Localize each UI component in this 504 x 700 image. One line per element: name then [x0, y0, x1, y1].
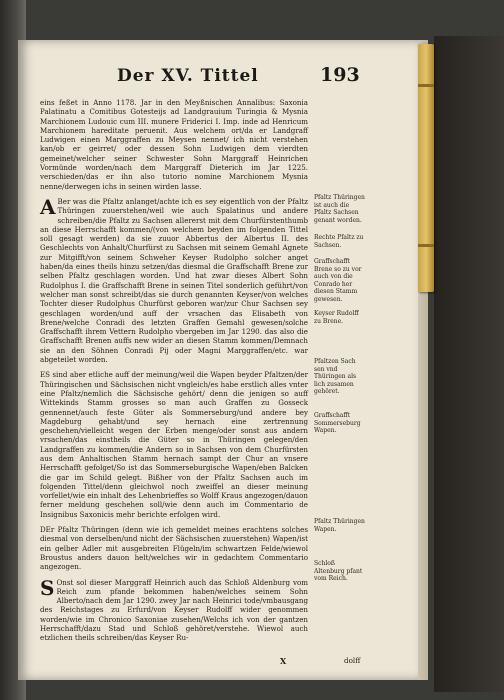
margin-note-8: Schloß Altenburg pfant vom Reich. [314, 560, 363, 583]
paragraph-5-text: Onst sol dieser Marggraff Heinrich auch das Schloß Aldenburg vom Reich zum pfande bekommen haben/welches seinem Sohn Alberto/nach dem Jar 1290. zwey Jar nach Heinrici tode/vmbausgang des Reichstages zu Erfurd/von Keyser Rudolff wider genommen worden/wie im Chronico Saxoniae zusehen/Welchs ich von der gantzen Herrschafft/dazu Stad und Schloß gehöret/verstehe. Wiewol auch etzlichen theils schreiben/das Keyser Ru- [40, 577, 308, 643]
paragraph-5 [40, 575, 308, 643]
paragraph-1: eins feßet in Anno 1178. Jar in den Meyßnischen Annalibus: Saxonia Palatinatu a Comitibus Gotesteijs ad Landgrauium Turingia & Mysnia Marchionem Ludouic cum III. munere Friderici I. Imp. inde ad Henricum Marchionem hareditate peruenit. Aus welchem ort/da er Landgraff Ludwigen einen Marggraffen zu Meysen nennet/ ich nicht verstehen kan/ob er geirret/ oder dessen Sohn Ludwigen dem vierdten gemeinet/welcher seiner Schwester Sohn Marggraff Heinrichen Vormünde worden/nach dem Marggraff Dieterich im Jar 1225. verschieden/das er ihn also tutorio nomine Marchionem Mysnia nenne/derwegen ichs in seinen wirden lasse. [40, 98, 308, 191]
paragraph-4: DEr Pfaltz Thüringen (denn wie ich gemeldet meines erachtens solches diesmal von derselben/und nicht der Sächsischen zuuerstehen) Wapen/ist ein gelber Adler mit ausgebreiten Flügeln/im schwartzen Felde/wiewol Broustus anders dauon helt/welches wir in gedachtem Commentario angezogen. [40, 525, 308, 572]
margin-note-7: Pfaltz Thüringen Wapen. [314, 518, 365, 533]
margin-note-4: Keyser Rudolff zu Brene. [314, 310, 359, 325]
chapter-title: Der XV. Tittel [117, 66, 259, 86]
margin-note-1: Pfaltz Thüringen ist auch die Pfaltz Sachsen genant worden. [314, 194, 365, 224]
clasp-band [418, 244, 434, 247]
margin-note-2: Rechte Pfaltz zu Sachsen. [314, 234, 364, 249]
main-text [40, 98, 308, 647]
drop-cap: S [40, 575, 55, 600]
page-number: 193 [320, 64, 360, 86]
running-header [82, 60, 402, 90]
margin-note-5: Pfaltzen Sach sen vnd Thüringen als lich zusamen gehöret. [314, 358, 357, 396]
catchword: dolff [344, 656, 361, 665]
book-page [18, 40, 418, 680]
margin-note-6: Graffschafft Sommerseburg Wapen. [314, 412, 361, 435]
paragraph-2-text: Ber was die Pfaltz anlanget/achte ich es sey eigentlich von der Pfaltz Thüringen zuuerstehen/weil wie auch Spalatinus und andere schreiben/die Pfaltz zu Sachsen allererst mit dem Churfürstenthumb an diese Herrschafft kommen/(von welchem beyden im folgenden Tittel soll gesagt werden) da sie zuuor Abbertus der Albertus II. des Geschlechts von Anhalt/Churfürst zu Sachsen mit seinem Gemahl Agnete zur Mitgifft/von seinem Schweher Keyser Rudolpho solcher anget haben/da eines theils hinzu setzen/das diesmal die Graffschafft Brene zur selben Pfaltz geschlagen worden. Und hat zwar dieses Albert Sohn Rudolphus I. die Graffschafft Brene in seinen Titel sonderlich geführt/von welcher man sonst schreibt/das sie durch genannten Keyser/von welches Tochter dieser Rudolphus Churfürst geboren war/zur Chur Sachsen sey geschlagen worden/und auff der vrsachen das Elisabeth von Brene/welche Conradi des letzten Graffen Gemahl gewesen/solche Graffschafft ihrem Vettern Rudolpho vbergeben im Jar 1290. das also die Graffschafft Brenen auffs new wider an diesen Stamm kommen/Demnach sie an den Söhnen Conradi Pij oder Magni Marggraffen/etc. war abgeteilet worden. [40, 196, 308, 365]
paragraph-3: ES sind aber etliche auff der meinung/weil die Wapen beyder Pfaltzen/der Thüringischen und Sächsischen nicht vngleich/es habe erstlich alles vnter eine Pfaltz/nemlich die Sächsische gehört/ denn die jenigen so auff Wittekinds Stamm grosses so man auch Graffen zu Gosseck gennennet/auch feste Güter als Sommerseburg/und andere bey Magdeburg gehabt/und sey hernach eine zertrennung geschehen/vielleicht wegen der Erben menge/oder sonst aus andern vrsachen/das einstheils die Güter so in Thüringen gelegen/den Landgraffen zu kommen/die Andern so in Sachsen von dem Churfürsten aus dem Anhaltischen Stamm hernach sampt der Chur an vnsere Herrschafft gefolget/So ist das Sommerseburgische Wapen/eben Balcken die gar im Schild gelegt. Bißher von der Pfaltz Sachsen auch im folgenden Tittel/denn gleichwol noch zweiffel an dieser meinung vorfellet/wie ein inhalt des Lehenbrieffes so Wolff Kraus angezogen/dauon ferner meldung geschehen soll/wie denn auch im Commentario de Insignibus Saxonicis mehr berichte erfolgen wird. [40, 370, 308, 519]
drop-cap: A [40, 194, 56, 219]
book-cover-board [434, 36, 504, 692]
margin-note-3: Graffschafft Brene so zu vor auch von die Conrado her diesen Stamm gewesen. [314, 258, 362, 303]
signature-mark: X [280, 656, 287, 666]
paragraph-2 [40, 194, 308, 365]
brass-clasp [418, 44, 434, 292]
clasp-band [418, 84, 434, 87]
